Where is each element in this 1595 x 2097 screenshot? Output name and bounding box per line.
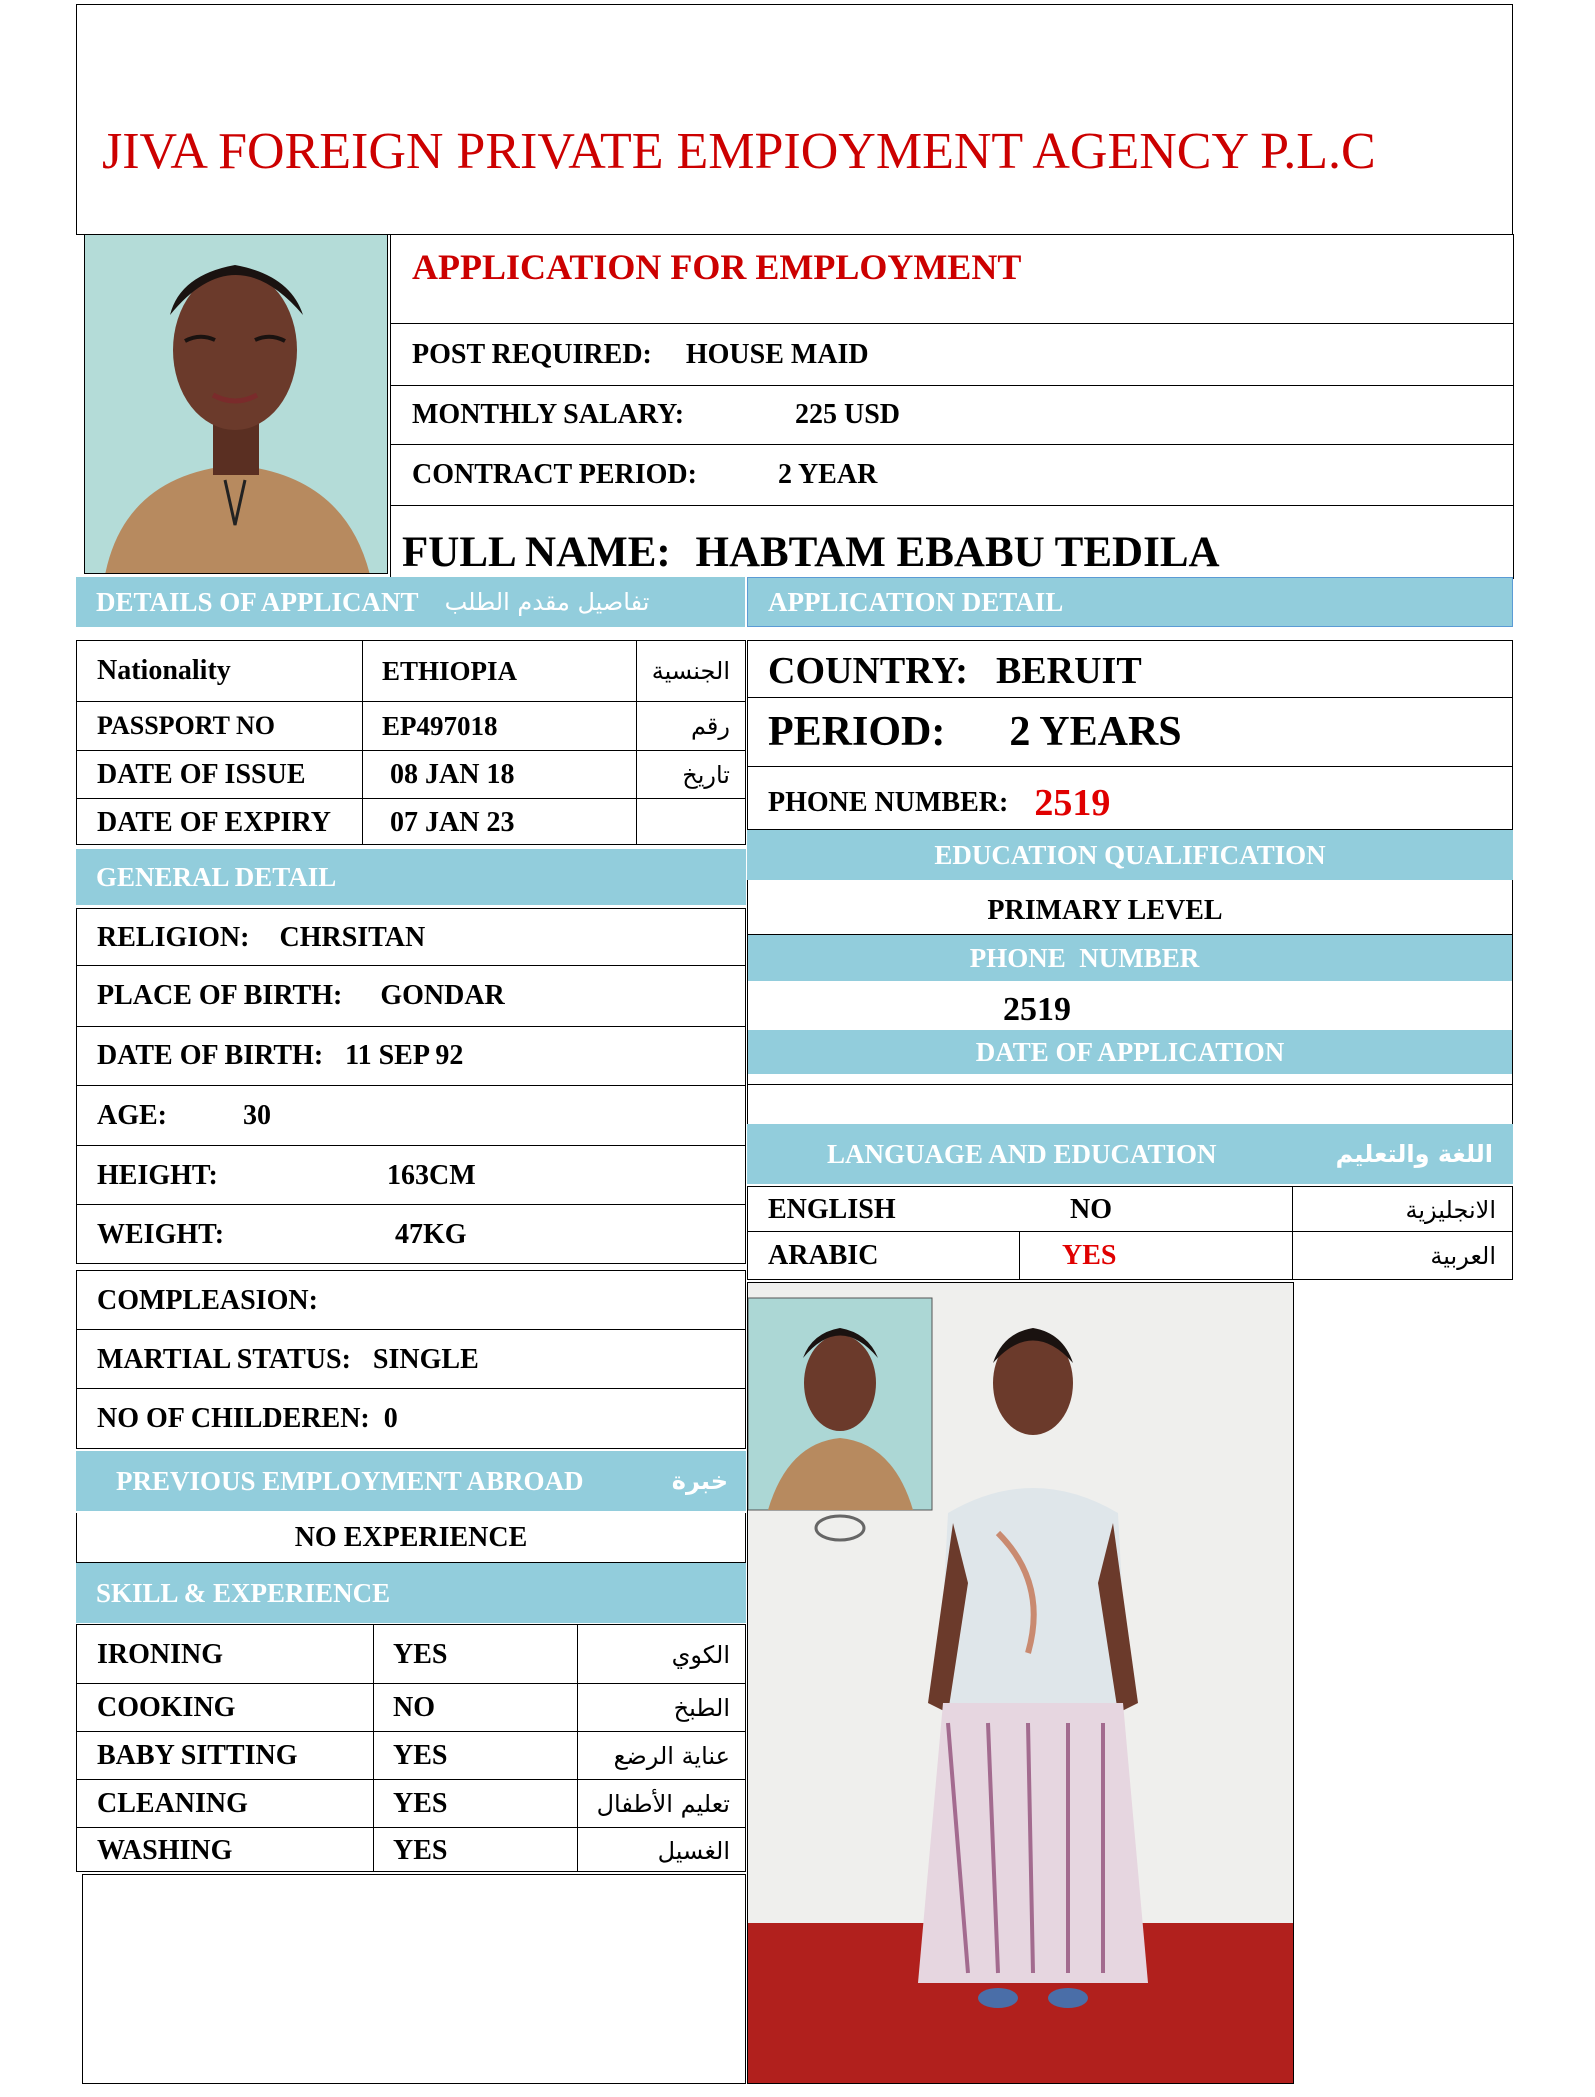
details-header [76, 577, 745, 627]
skills-header: SKILL & EXPERIENCE [76, 1563, 746, 1623]
detail-arabic-issue: تاريخ [682, 761, 730, 789]
salary-label: MONTHLY SALARY: [412, 399, 685, 430]
salary-value: 225 USD [795, 399, 901, 430]
post-required-row [412, 326, 869, 384]
country-row [768, 645, 1142, 697]
age-label: AGE: [97, 1100, 167, 1131]
language-value-arabic: YES [1062, 1240, 1117, 1271]
skill-value-baby-sitting: YES [393, 1740, 448, 1771]
skill-arabic-ironing: الكوي [671, 1640, 730, 1669]
phone-section-header: PHONE NUMBER [747, 935, 1422, 981]
full-name-row [402, 528, 1220, 577]
language-arabic-arabic: العربية [1430, 1242, 1496, 1270]
language-header-arabic: اللغة والتعليم [1335, 1140, 1493, 1168]
detail-value-issue: 08 JAN 18 [390, 759, 515, 790]
phone-section-value: 2519 [1003, 991, 1071, 1028]
details-header-label: DETAILS OF APPLICANT [96, 586, 419, 617]
place-of-birth-row [97, 967, 505, 1025]
detail-label-expiry: DATE OF EXPIRY [97, 807, 331, 838]
date-of-application-header: DATE OF APPLICATION [747, 1030, 1513, 1074]
date-of-birth-value: 11 SEP 92 [345, 1040, 464, 1071]
right-column-frame [747, 880, 1513, 1130]
education-header: EDUCATION QUALIFICATION [747, 830, 1513, 880]
skill-arabic-baby-sitting: عناية الرضع [613, 1742, 730, 1770]
full-body-photo [747, 1282, 1294, 2084]
salary-row [412, 386, 900, 444]
detail-label-passport: PASSPORT NO [97, 711, 275, 740]
children-value: 0 [383, 1402, 398, 1434]
religion-value: CHRSITAN [279, 921, 426, 953]
header-frame [76, 4, 1513, 234]
standing-person-icon [748, 1283, 1294, 2084]
application-detail-header-label: APPLICATION DETAIL [768, 586, 1064, 617]
language-header-label: LANGUAGE AND EDUCATION [827, 1138, 1217, 1169]
place-of-birth-value: GONDAR [380, 980, 505, 1011]
phone-value: 2519 [1034, 782, 1111, 824]
skill-value-ironing: YES [393, 1638, 448, 1670]
date-of-birth-row [97, 1027, 463, 1085]
application-detail-header [747, 577, 1513, 627]
detail-arabic-passport: رقم [690, 712, 730, 740]
skill-value-cooking: NO [393, 1692, 435, 1723]
skill-label-cooking: COOKING [97, 1692, 236, 1723]
skill-label-cleaning: CLEANING [97, 1788, 248, 1819]
marital-row [97, 1331, 479, 1388]
marital-label: MARTIAL STATUS: [97, 1343, 351, 1375]
agency-title: JIVA FOREIGN PRIVATE EMPIOYMENT AGENCY P.L.C [102, 123, 1376, 180]
period-label: PERIOD: [768, 709, 946, 755]
detail-arabic-nationality: الجنسية [651, 657, 730, 685]
complexion-label: COMPLEASION: [97, 1284, 318, 1316]
language-label-arabic: ARABIC [768, 1240, 879, 1271]
age-value: 30 [243, 1100, 271, 1131]
children-row [97, 1390, 398, 1447]
language-header [747, 1124, 1513, 1184]
skill-label-ironing: IRONING [97, 1638, 224, 1670]
phone-row [768, 776, 1110, 830]
full-name-label: FULL NAME: [402, 529, 671, 576]
phone-label: PHONE NUMBER: [768, 787, 1009, 818]
detail-value-passport: EP497018 [382, 710, 498, 741]
period-value: 2 YEARS [1009, 709, 1182, 755]
contract-row [412, 446, 877, 504]
contract-value: 2 YEAR [778, 459, 878, 490]
weight-value: 47KG [395, 1219, 467, 1250]
language-value-english: NO [1070, 1193, 1112, 1225]
details-header-arabic: تفاصيل مقدم الطلب [444, 588, 650, 616]
detail-label-nationality: Nationality [97, 655, 231, 686]
previous-employment-label: PREVIOUS EMPLOYMENT ABROAD [116, 1465, 584, 1496]
post-value: HOUSE MAID [685, 339, 869, 370]
person-portrait-icon [85, 235, 388, 574]
form-title: APPLICATION FOR EMPLOYMENT [412, 247, 1022, 287]
country-label: COUNTRY: [768, 650, 968, 692]
place-of-birth-label: PLACE OF BIRTH: [97, 980, 343, 1011]
skill-arabic-cleaning: تعليم الأطفال [596, 1790, 730, 1818]
detail-value-expiry: 07 JAN 23 [390, 807, 515, 838]
weight-label: WEIGHT: [97, 1219, 225, 1250]
age-row [97, 1087, 271, 1145]
date-of-birth-label: DATE OF BIRTH: [97, 1040, 324, 1071]
skill-arabic-washing: الغسيل [657, 1836, 730, 1865]
country-value: BERUIT [995, 650, 1142, 692]
skill-label-washing: WASHING [97, 1834, 233, 1866]
height-row [97, 1147, 476, 1205]
passport-photo [84, 234, 388, 574]
period-row [768, 700, 1182, 764]
education-value: PRIMARY LEVEL [987, 895, 1223, 926]
detail-value-nationality: ETHIOPIA [382, 655, 518, 686]
religion-row [97, 910, 425, 965]
previous-employment-header [76, 1451, 746, 1511]
previous-employment-arabic: خبرة [671, 1467, 728, 1495]
skill-value-cleaning: YES [393, 1788, 448, 1819]
skill-arabic-cooking: الطبخ [673, 1694, 730, 1722]
skill-label-baby-sitting: BABY SITTING [97, 1740, 298, 1771]
religion-label: RELIGION: [97, 921, 250, 953]
language-arabic-english: الانجليزية [1405, 1195, 1496, 1224]
weight-row [97, 1206, 467, 1264]
children-label: NO OF CHILDEREN: [97, 1402, 370, 1434]
marital-value: SINGLE [372, 1343, 479, 1375]
language-label-english: ENGLISH [768, 1193, 896, 1225]
height-label: HEIGHT: [97, 1160, 218, 1191]
complexion-row [97, 1272, 318, 1329]
empty-box [82, 1874, 746, 2084]
contract-label: CONTRACT PERIOD: [412, 459, 697, 490]
height-value: 163CM [387, 1160, 476, 1191]
general-header: GENERAL DETAIL [76, 849, 746, 905]
skill-value-washing: YES [393, 1834, 448, 1866]
previous-employment-value: NO EXPERIENCE [76, 1513, 746, 1563]
detail-label-issue: DATE OF ISSUE [97, 759, 306, 790]
full-name-value: HABTAM EBABU TEDILA [695, 529, 1220, 576]
post-label: POST REQUIRED: [412, 339, 652, 370]
